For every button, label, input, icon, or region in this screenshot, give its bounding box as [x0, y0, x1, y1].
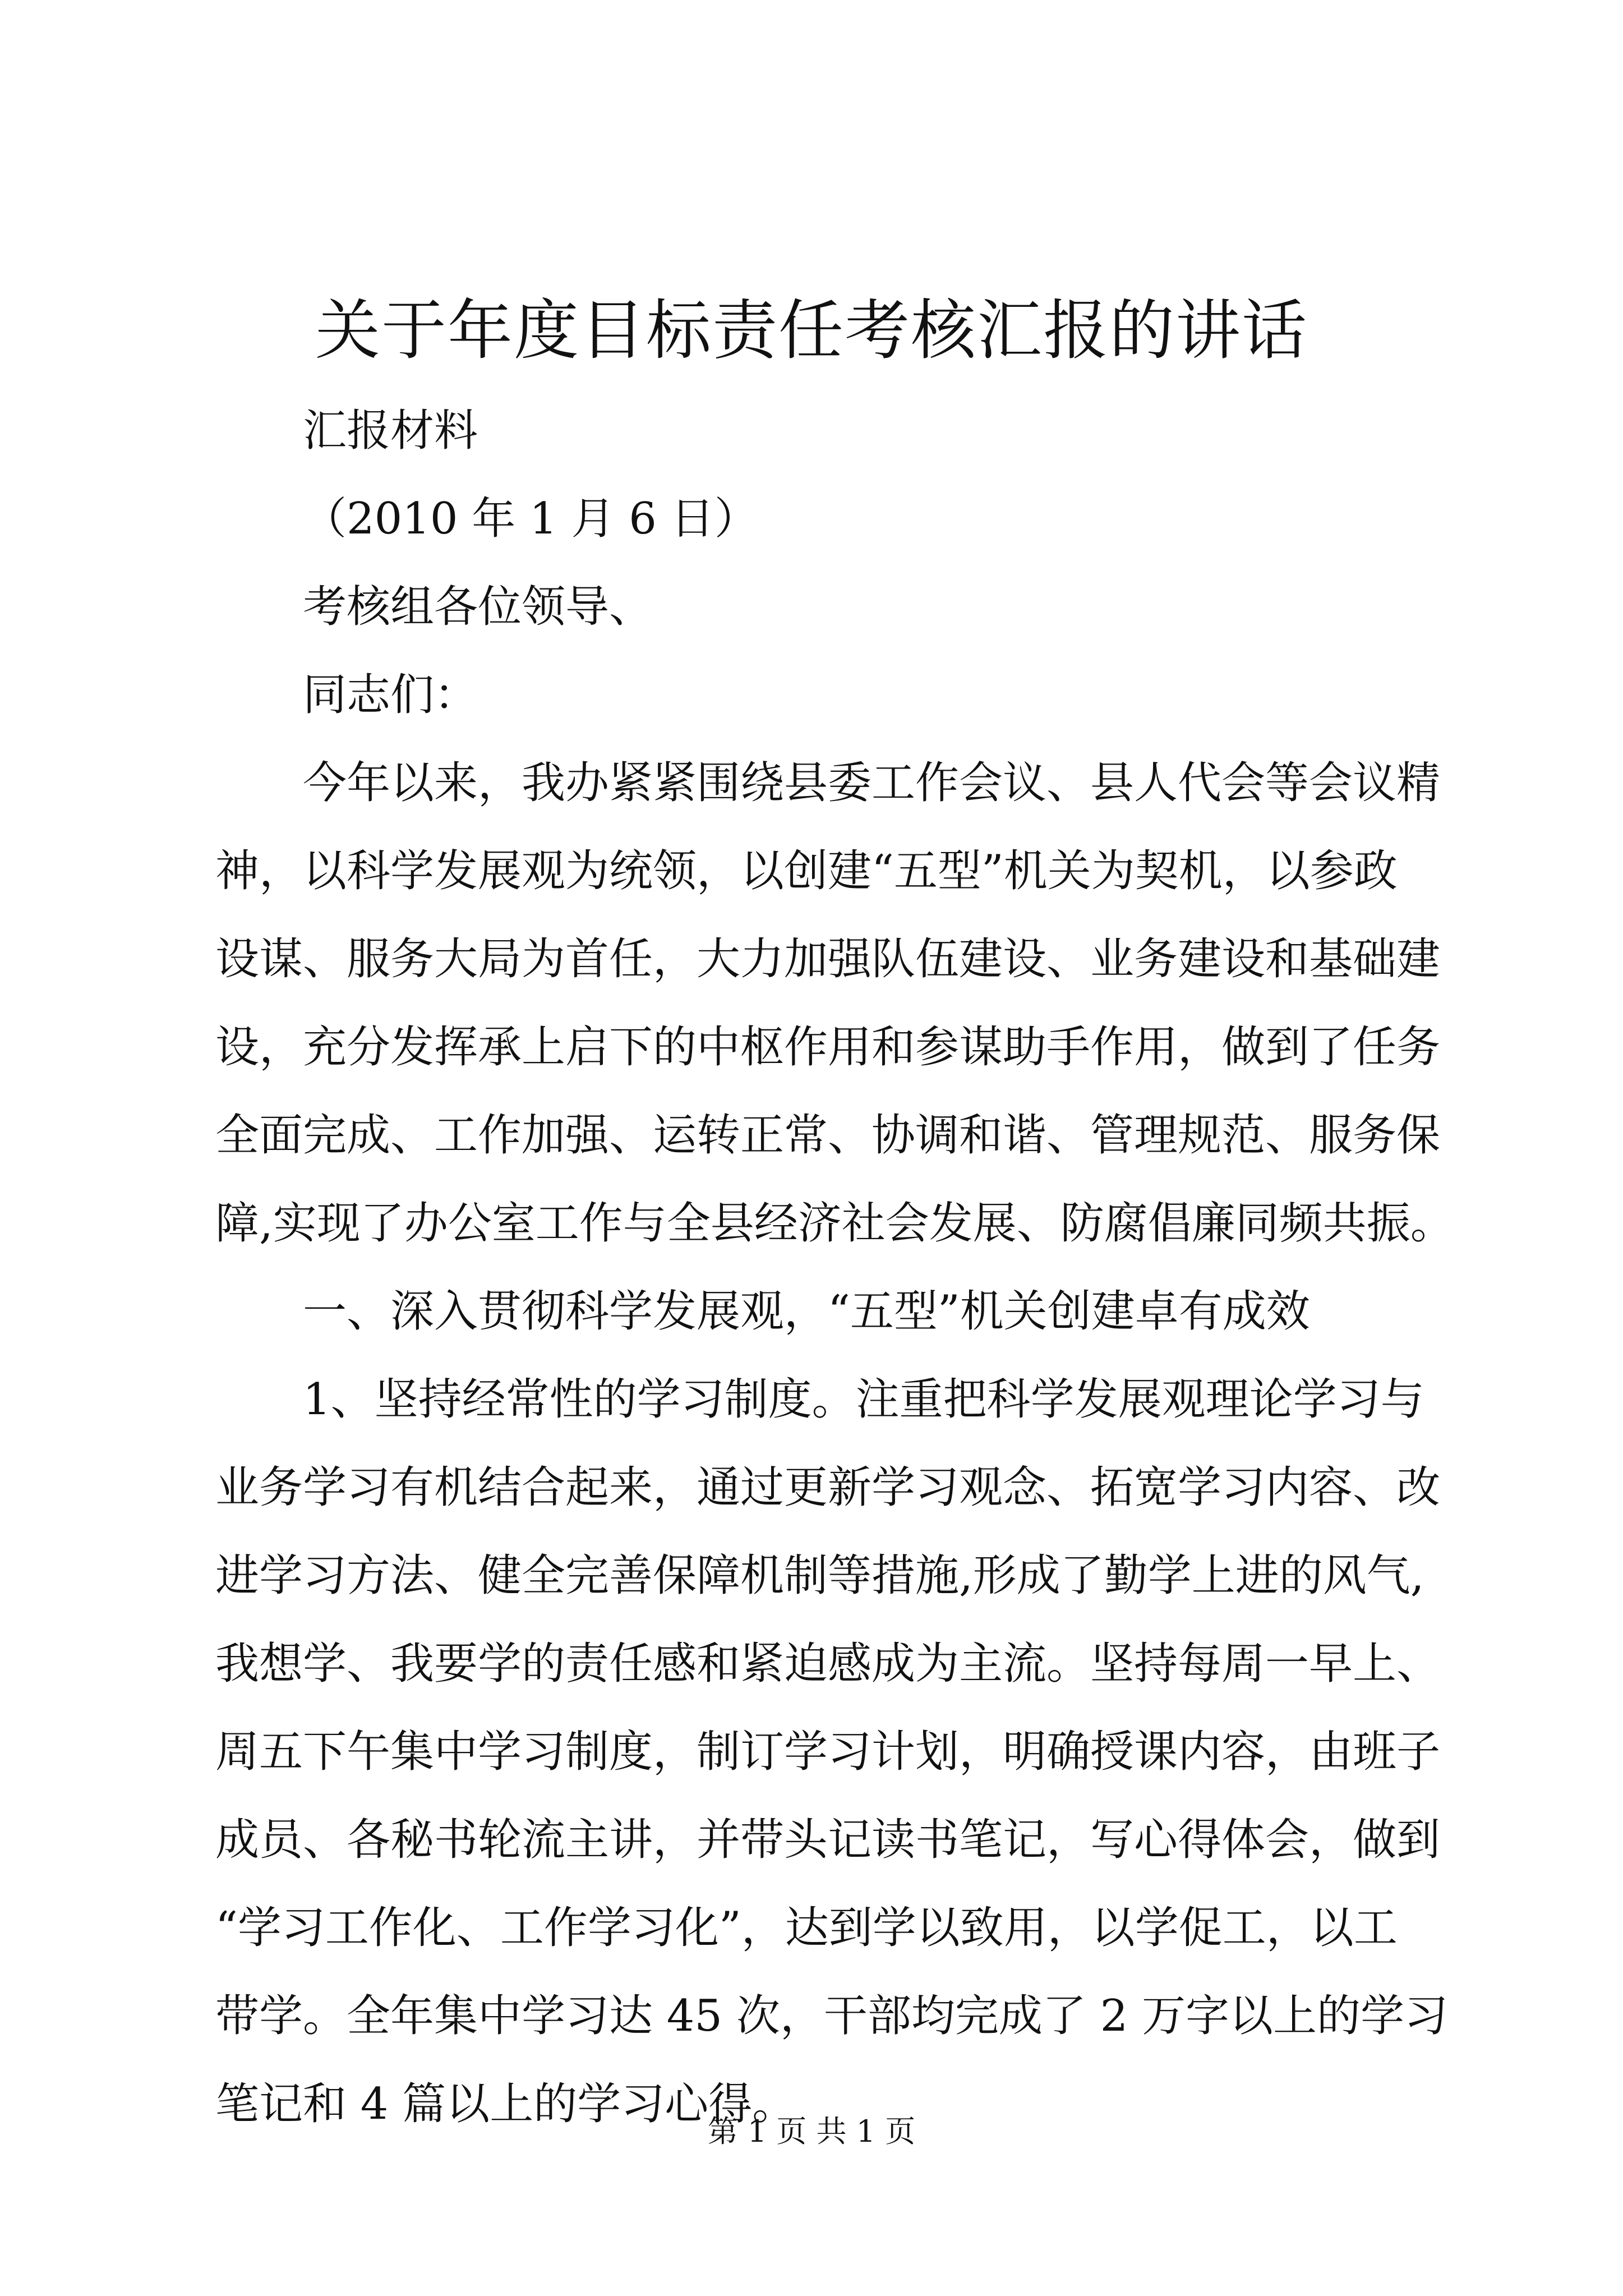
paragraph-line: 全面完成、工作加强、运转正常、协调和谐、管理规范、服务保: [215, 1110, 1441, 1161]
paragraph-line: 设，充分发挥承上启下的中枢作用和参谋助手作用，做到了任务: [215, 1022, 1441, 1073]
paragraph-line: 业务学习有机结合起来，通过更新学习观念、拓宽学习内容、改: [215, 1462, 1441, 1513]
paragraph-line: 带学。全年集中学习达 45 次，干部均完成了 2 万字以上的学习: [215, 1991, 1449, 2041]
document-title: 关于年度目标责任考核汇报的讲话: [315, 293, 1308, 369]
paragraph-line: 进学习方法、健全完善保障机制等措施,形成了勤学上进的风气,: [215, 1550, 1424, 1601]
paragraph-line: 设谋、服务大局为首任，大力加强队伍建设、业务建设和基础建: [215, 934, 1441, 984]
page-footer: 第 1 页 共 1 页: [707, 2114, 916, 2149]
paragraph-line: 1、坚持经常性的学习制度。注重把科学发展观理论学习与: [303, 1374, 1424, 1425]
heading-line-addressee: 考核组各位领导、: [303, 582, 653, 632]
heading-line-date: （2010 年 1 月 6 日）: [303, 494, 758, 544]
paragraph-line: 我想学、我要学的责任感和紧迫感成为主流。坚持每周一早上、: [215, 1639, 1441, 1689]
paragraph-study-system: [215, 1356, 1449, 2148]
paragraph-line: 笔记和 4 篇以上的学习心得。: [215, 2079, 796, 2129]
paragraph-line: “学习工作化、工作学习化”，达到学以致用，以学促工，以工: [215, 1903, 1398, 1953]
paragraph-line: 神，以科学发展观为统领，以创建“五型”机关为契机，以参政: [215, 846, 1398, 896]
document-body: [215, 387, 1454, 2148]
paragraph-intro: [215, 739, 1454, 1268]
section-heading: 一、深入贯彻科学发展观，“五型”机关创建卓有成效: [303, 1286, 1310, 1337]
paragraph-line: 周五下午集中学习制度，制订学习计划，明确授课内容，由班子: [215, 1727, 1441, 1777]
paragraph-line: 障,实现了办公室工作与全县经济社会发展、防腐倡廉同频共振。: [215, 1198, 1454, 1249]
heading-line-comrades: 同志们：: [303, 670, 478, 720]
paragraph-line: 成员、各秘书轮流主讲，并带头记读书笔记，写心得体会，做到: [215, 1815, 1441, 1865]
paragraph-line: 今年以来，我办紧紧围绕县委工作会议、县人代会等会议精: [303, 758, 1441, 808]
heading-line-report-material: 汇报材料: [303, 406, 478, 456]
